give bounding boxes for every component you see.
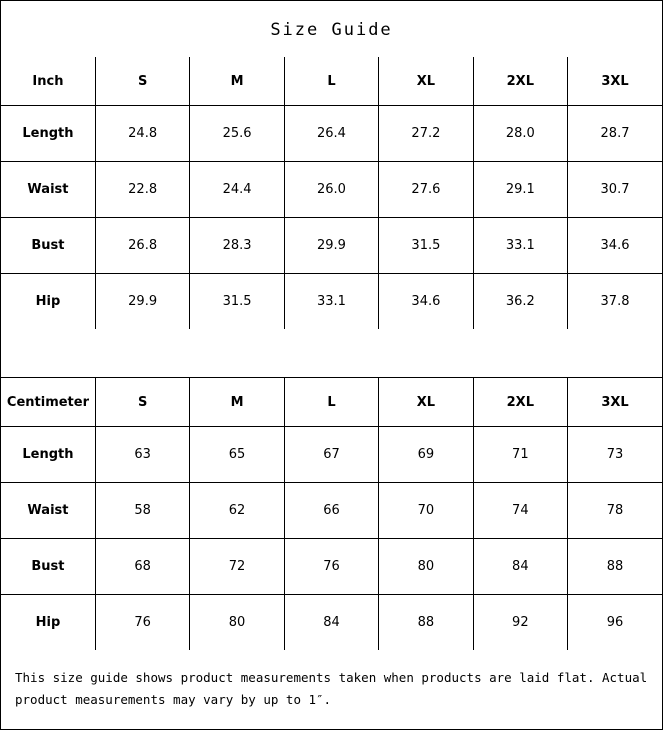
table-row (1, 427, 662, 483)
row-label: Hip (1, 274, 95, 330)
table-row (1, 539, 662, 595)
cell-value: 29.1 (473, 162, 567, 218)
cell-value: 24.4 (190, 162, 284, 218)
cell-value: 28.0 (473, 106, 567, 162)
unit-label-centimeter: Centimeter (1, 378, 95, 427)
cell-value: 36.2 (473, 274, 567, 330)
cell-value: 26.4 (284, 106, 378, 162)
cell-value: 26.0 (284, 162, 378, 218)
column-header-m: M (190, 378, 284, 427)
column-header-l: L (284, 57, 378, 106)
column-header-2xl: 2XL (473, 57, 567, 106)
table-row (1, 483, 662, 539)
cell-value: 76 (284, 539, 378, 595)
cell-value: 96 (568, 595, 662, 651)
cell-value: 84 (284, 595, 378, 651)
cell-value: 31.5 (190, 274, 284, 330)
column-header-s: S (95, 378, 189, 427)
table-row (1, 106, 662, 162)
cell-value: 65 (190, 427, 284, 483)
cell-value: 67 (284, 427, 378, 483)
cell-value: 71 (473, 427, 567, 483)
table-row (1, 218, 662, 274)
cell-value: 80 (190, 595, 284, 651)
column-header-m: M (190, 57, 284, 106)
row-label: Length (1, 106, 95, 162)
cell-value: 63 (95, 427, 189, 483)
cell-value: 30.7 (568, 162, 662, 218)
row-label: Waist (1, 483, 95, 539)
column-header-xl: XL (379, 57, 473, 106)
cell-value: 66 (284, 483, 378, 539)
cell-value: 34.6 (379, 274, 473, 330)
cell-value: 88 (379, 595, 473, 651)
unit-label-inch: Inch (1, 57, 95, 106)
cell-value: 92 (473, 595, 567, 651)
cell-value: 28.7 (568, 106, 662, 162)
table-header-row (1, 57, 662, 106)
table-row (1, 595, 662, 651)
cell-value: 29.9 (95, 274, 189, 330)
table-separator (1, 329, 662, 378)
cell-value: 29.9 (284, 218, 378, 274)
row-label: Hip (1, 595, 95, 651)
cell-value: 88 (568, 539, 662, 595)
cell-value: 80 (379, 539, 473, 595)
cell-value: 33.1 (473, 218, 567, 274)
cell-value: 31.5 (379, 218, 473, 274)
size-table-inch (1, 57, 662, 329)
cell-value: 34.6 (568, 218, 662, 274)
size-table-centimeter (1, 378, 662, 650)
cell-value: 26.8 (95, 218, 189, 274)
table-header-row (1, 378, 662, 427)
cell-value: 22.8 (95, 162, 189, 218)
cell-value: 62 (190, 483, 284, 539)
cell-value: 73 (568, 427, 662, 483)
cell-value: 27.6 (379, 162, 473, 218)
table-row (1, 162, 662, 218)
cell-value: 84 (473, 539, 567, 595)
cell-value: 58 (95, 483, 189, 539)
cell-value: 33.1 (284, 274, 378, 330)
cell-value: 70 (379, 483, 473, 539)
cell-value: 78 (568, 483, 662, 539)
column-header-3xl: 3XL (568, 378, 662, 427)
cell-value: 25.6 (190, 106, 284, 162)
column-header-l: L (284, 378, 378, 427)
footnote-text: This size guide shows product measurements taken when products are laid flat. Actual product measurements may vary by up to 1″. (15, 669, 648, 707)
cell-value: 27.2 (379, 106, 473, 162)
column-header-3xl: 3XL (568, 57, 662, 106)
cell-value: 72 (190, 539, 284, 595)
row-label: Bust (1, 539, 95, 595)
column-header-s: S (95, 57, 189, 106)
column-header-xl: XL (379, 378, 473, 427)
column-header-2xl: 2XL (473, 378, 567, 427)
table-row (1, 274, 662, 330)
page-title: Size Guide (270, 20, 393, 40)
cell-value: 76 (95, 595, 189, 651)
row-label: Length (1, 427, 95, 483)
cell-value: 68 (95, 539, 189, 595)
cell-value: 37.8 (568, 274, 662, 330)
cell-value: 24.8 (95, 106, 189, 162)
cell-value: 69 (379, 427, 473, 483)
cell-value: 28.3 (190, 218, 284, 274)
footnote (1, 650, 662, 729)
cell-value: 74 (473, 483, 567, 539)
row-label: Bust (1, 218, 95, 274)
row-label: Waist (1, 162, 95, 218)
